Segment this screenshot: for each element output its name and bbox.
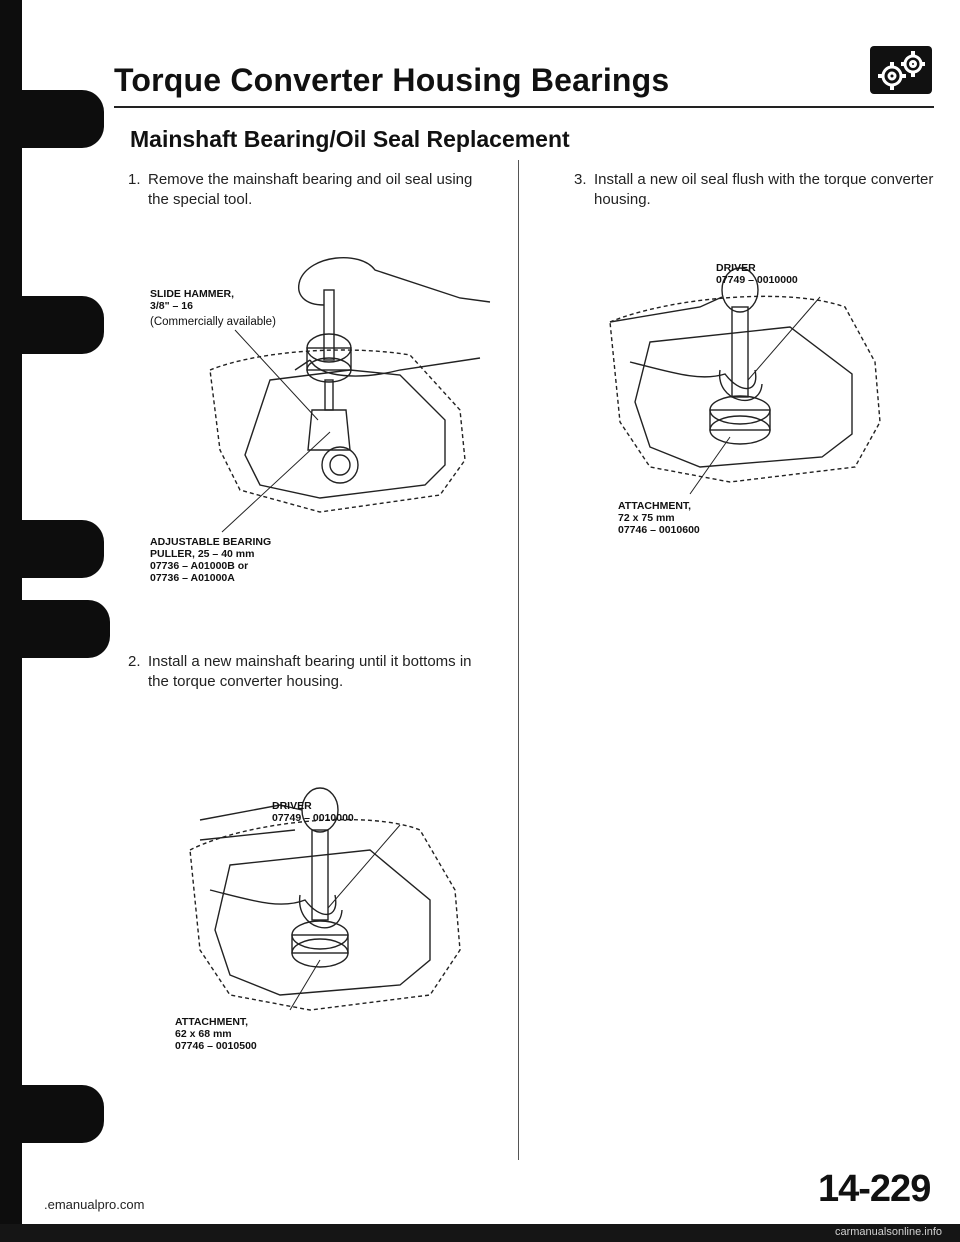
label-line: DRIVER (272, 800, 312, 812)
attachment-label-fig2 (175, 1016, 257, 1052)
label-line: 07736 – A01000B or (150, 560, 249, 572)
step-number: 3. (574, 171, 587, 188)
label-line: ADJUSTABLE BEARING (150, 536, 272, 548)
section-title: Mainshaft Bearing/Oil Seal Replacement (130, 126, 570, 152)
label-line: ATTACHMENT, (175, 1016, 249, 1028)
slide-hammer-note: (Commercially available) (150, 316, 276, 328)
label-line: 07746 – 0010600 (618, 524, 700, 536)
step-3 (574, 170, 934, 210)
label-line: 07736 – A01000A (150, 572, 235, 584)
seal-driver-illustration (590, 262, 890, 502)
label-line: 62 x 68 mm (175, 1028, 232, 1040)
label-line: 72 x 75 mm (618, 512, 675, 524)
attachment-label-fig3 (618, 500, 700, 536)
step-text: Install a new oil seal flush with the torque converter housing. (594, 171, 934, 208)
step-number: 2. (128, 653, 141, 670)
step-number: 1. (128, 171, 141, 188)
page-number: 14-229 (818, 1168, 931, 1210)
label-line: 3/8" – 16 (150, 300, 193, 312)
page-title: Torque Converter Housing Bearings (114, 62, 670, 98)
step-text: Install a new mainshaft bearing until it bottoms in the torque converter housing. (148, 653, 472, 690)
driver-label-fig2 (272, 800, 354, 824)
label-line: 07746 – 0010500 (175, 1040, 257, 1052)
source-url[interactable]: .emanualpro.com (44, 1197, 145, 1212)
driver-label-fig3 (716, 262, 798, 286)
step-text: Remove the mainshaft bearing and oil seal using the special tool. (148, 171, 473, 208)
label-line: ATTACHMENT, (618, 500, 692, 512)
label-line: DRIVER (716, 262, 756, 274)
bearing-puller-label (150, 536, 271, 584)
step-2 (128, 652, 496, 692)
label-line: 07749 – 0010000 (272, 812, 354, 824)
label-line: PULLER, 25 – 40 mm (150, 548, 255, 560)
footer-bar (0, 1224, 960, 1242)
label-line: SLIDE HAMMER, (150, 288, 234, 300)
label-line: 07749 – 0010000 (716, 274, 798, 286)
watermark-text: carmanualsonline.info (834, 1226, 942, 1238)
